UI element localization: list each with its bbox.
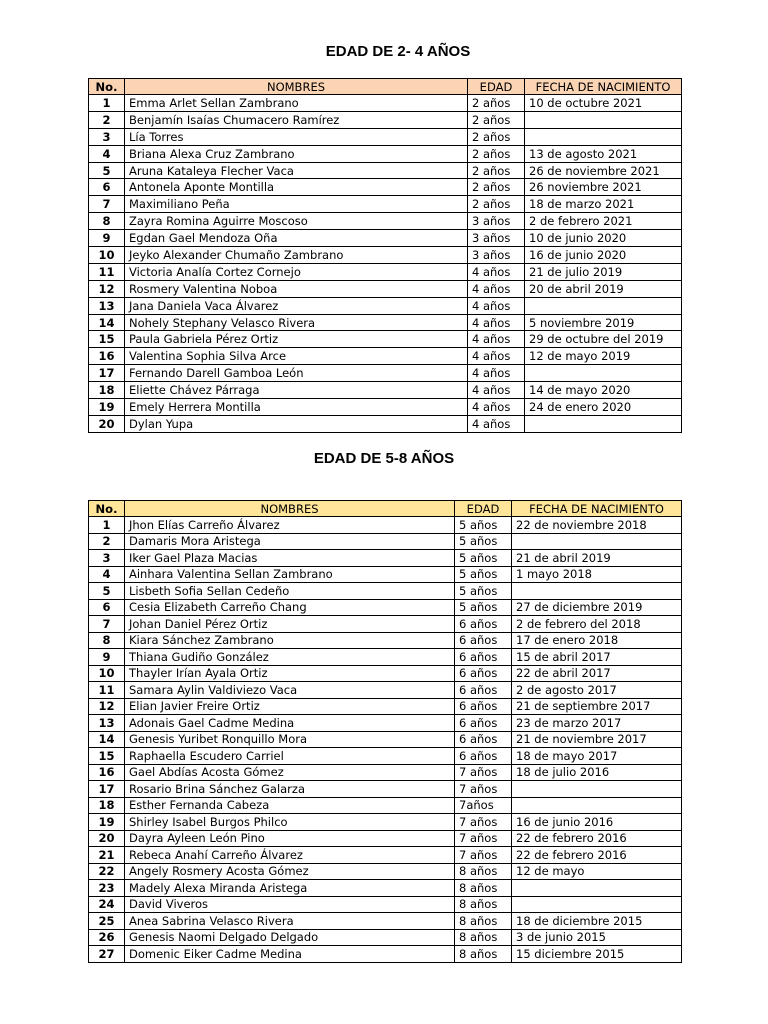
cell-fecha: 22 de abril 2017 xyxy=(512,665,682,682)
table-row xyxy=(89,913,682,930)
cell-edad: 4 años xyxy=(468,399,525,416)
cell-edad: 7 años xyxy=(455,781,512,798)
cell-no: 10 xyxy=(89,247,125,264)
cell-edad: 5 años xyxy=(455,583,512,600)
cell-no: 12 xyxy=(89,280,125,297)
cell-no: 20 xyxy=(89,415,125,432)
cell-nombre: Fernando Darell Gamboa León xyxy=(125,365,468,382)
table-row xyxy=(89,731,682,748)
header-edad: EDAD xyxy=(468,79,525,95)
table-row xyxy=(89,929,682,946)
cell-no: 19 xyxy=(89,814,125,831)
cell-nombre: Adonais Gael Cadme Medina xyxy=(125,715,455,732)
cell-no: 16 xyxy=(89,348,125,365)
cell-no: 15 xyxy=(89,331,125,348)
cell-edad: 6 años xyxy=(455,632,512,649)
cell-no: 11 xyxy=(89,682,125,699)
cell-nombre: Genesis Yuribet Ronquillo Mora xyxy=(125,731,455,748)
cell-nombre: Briana Alexa Cruz Zambrano xyxy=(125,145,468,162)
cell-edad: 5 años xyxy=(455,599,512,616)
cell-nombre: Kiara Sánchez Zambrano xyxy=(125,632,455,649)
cell-fecha: 3 de junio 2015 xyxy=(512,929,682,946)
table-row xyxy=(89,550,682,567)
cell-nombre: Jhon Elías Carreño Álvarez xyxy=(125,517,455,534)
cell-nombre: Maximiliano Peña xyxy=(125,196,468,213)
cell-edad: 7 años xyxy=(455,830,512,847)
cell-fecha xyxy=(512,583,682,600)
cell-edad: 5 años xyxy=(455,533,512,550)
cell-fecha: 22 de noviembre 2018 xyxy=(512,517,682,534)
cell-no: 2 xyxy=(89,111,125,128)
header-nombres: NOMBRES xyxy=(125,501,455,517)
cell-fecha xyxy=(512,880,682,897)
table-row xyxy=(89,230,682,247)
cell-edad: 5 años xyxy=(455,550,512,567)
cell-edad: 6 años xyxy=(455,616,512,633)
cell-nombre: Valentina Sophia Silva Arce xyxy=(125,348,468,365)
cell-edad: 4 años xyxy=(468,365,525,382)
cell-nombre: Nohely Stephany Velasco Rivera xyxy=(125,314,468,331)
cell-no: 19 xyxy=(89,399,125,416)
cell-edad: 2 años xyxy=(468,145,525,162)
table-row xyxy=(89,880,682,897)
cell-edad: 3 años xyxy=(468,213,525,230)
cell-no: 20 xyxy=(89,830,125,847)
cell-edad: 6 años xyxy=(455,698,512,715)
cell-fecha: 18 de diciembre 2015 xyxy=(512,913,682,930)
table-row xyxy=(89,863,682,880)
cell-fecha: 2 de agosto 2017 xyxy=(512,682,682,699)
cell-fecha: 18 de julio 2016 xyxy=(512,764,682,781)
cell-no: 14 xyxy=(89,731,125,748)
cell-fecha: 5 noviembre 2019 xyxy=(525,314,682,331)
cell-edad: 6 años xyxy=(455,649,512,666)
cell-edad: 6 años xyxy=(455,748,512,765)
cell-edad: 8 años xyxy=(455,880,512,897)
cell-edad: 4 años xyxy=(468,348,525,365)
cell-no: 14 xyxy=(89,314,125,331)
cell-no: 18 xyxy=(89,797,125,814)
table-row xyxy=(89,814,682,831)
cell-fecha xyxy=(525,365,682,382)
table-row xyxy=(89,348,682,365)
cell-edad: 4 años xyxy=(468,331,525,348)
cell-nombre: Emely Herrera Montilla xyxy=(125,399,468,416)
table-row xyxy=(89,682,682,699)
cell-nombre: Benjamín Isaías Chumacero Ramírez xyxy=(125,111,468,128)
cell-no: 7 xyxy=(89,196,125,213)
cell-no: 6 xyxy=(89,179,125,196)
cell-fecha xyxy=(525,128,682,145)
cell-fecha: 26 noviembre 2021 xyxy=(525,179,682,196)
cell-nombre: Zayra Romina Aguirre Moscoso xyxy=(125,213,468,230)
cell-nombre: Egdan Gael Mendoza Oña xyxy=(125,230,468,247)
table-row xyxy=(89,196,682,213)
table-row xyxy=(89,764,682,781)
cell-no: 9 xyxy=(89,649,125,666)
table-row xyxy=(89,213,682,230)
cell-edad: 5 años xyxy=(455,517,512,534)
cell-edad: 4 años xyxy=(468,382,525,399)
cell-nombre: Cesia Elizabeth Carreño Chang xyxy=(125,599,455,616)
cell-fecha xyxy=(525,415,682,432)
cell-nombre: Rosario Brina Sánchez Galarza xyxy=(125,781,455,798)
cell-fecha xyxy=(512,896,682,913)
table-row xyxy=(89,95,682,112)
cell-fecha: 15 diciembre 2015 xyxy=(512,946,682,963)
cell-no: 2 xyxy=(89,533,125,550)
cell-edad: 6 años xyxy=(455,682,512,699)
cell-edad: 8 años xyxy=(455,863,512,880)
cell-fecha: 10 de octubre 2021 xyxy=(525,95,682,112)
cell-no: 5 xyxy=(89,583,125,600)
cell-edad: 5 años xyxy=(455,566,512,583)
cell-nombre: Antonela Aponte Montilla xyxy=(125,179,468,196)
cell-edad: 6 años xyxy=(455,731,512,748)
table-header-row xyxy=(89,79,682,95)
table-row xyxy=(89,331,682,348)
cell-edad: 2 años xyxy=(468,179,525,196)
cell-nombre: Genesis Naomi Delgado Delgado xyxy=(125,929,455,946)
table-row xyxy=(89,665,682,682)
table-row xyxy=(89,616,682,633)
cell-fecha: 17 de enero 2018 xyxy=(512,632,682,649)
cell-no: 26 xyxy=(89,929,125,946)
cell-fecha: 10 de junio 2020 xyxy=(525,230,682,247)
cell-nombre: Eliette Chávez Párraga xyxy=(125,382,468,399)
cell-fecha xyxy=(512,797,682,814)
cell-fecha: 12 de mayo 2019 xyxy=(525,348,682,365)
cell-nombre: Damaris Mora Aristega xyxy=(125,533,455,550)
table-row xyxy=(89,247,682,264)
cell-nombre: Dylan Yupa xyxy=(125,415,468,432)
header-fecha: FECHA DE NACIMIENTO xyxy=(512,501,682,517)
cell-edad: 6 años xyxy=(455,715,512,732)
table-row xyxy=(89,382,682,399)
cell-fecha: 21 de abril 2019 xyxy=(512,550,682,567)
cell-edad: 2 años xyxy=(468,196,525,213)
table-row xyxy=(89,415,682,432)
table-row xyxy=(89,263,682,280)
table-row xyxy=(89,399,682,416)
table-row xyxy=(89,314,682,331)
cell-no: 27 xyxy=(89,946,125,963)
table-row xyxy=(89,830,682,847)
cell-fecha: 23 de marzo 2017 xyxy=(512,715,682,732)
cell-nombre: Paula Gabriela Pérez Ortiz xyxy=(125,331,468,348)
table-row xyxy=(89,599,682,616)
cell-fecha: 27 de diciembre 2019 xyxy=(512,599,682,616)
cell-nombre: Ainhara Valentina Sellan Zambrano xyxy=(125,566,455,583)
cell-nombre: Angely Rosmery Acosta Gómez xyxy=(125,863,455,880)
table-row xyxy=(89,179,682,196)
header-edad: EDAD xyxy=(455,501,512,517)
cell-fecha: 16 de junio 2016 xyxy=(512,814,682,831)
table-ages-2-4 xyxy=(88,78,682,433)
table-row xyxy=(89,715,682,732)
cell-edad: 4 años xyxy=(468,297,525,314)
section-title-2-4: EDAD DE 2- 4 AÑOS xyxy=(325,43,471,60)
cell-nombre: Johan Daniel Pérez Ortiz xyxy=(125,616,455,633)
cell-no: 13 xyxy=(89,715,125,732)
cell-fecha xyxy=(512,533,682,550)
cell-fecha: 21 de noviembre 2017 xyxy=(512,731,682,748)
section-title-5-8: EDAD DE 5-8 AÑOS xyxy=(313,450,455,467)
cell-edad: 4 años xyxy=(468,263,525,280)
cell-no: 21 xyxy=(89,847,125,864)
cell-fecha: 22 de febrero 2016 xyxy=(512,830,682,847)
cell-nombre: Domenic Eiker Cadme Medina xyxy=(125,946,455,963)
cell-edad: 3 años xyxy=(468,230,525,247)
cell-no: 5 xyxy=(89,162,125,179)
cell-no: 8 xyxy=(89,632,125,649)
table-row xyxy=(89,566,682,583)
cell-no: 4 xyxy=(89,145,125,162)
cell-edad: 6 años xyxy=(455,665,512,682)
cell-nombre: Shirley Isabel Burgos Philco xyxy=(125,814,455,831)
cell-no: 25 xyxy=(89,913,125,930)
cell-edad: 7 años xyxy=(455,764,512,781)
table-row xyxy=(89,797,682,814)
cell-edad: 3 años xyxy=(468,247,525,264)
cell-no: 10 xyxy=(89,665,125,682)
cell-fecha: 14 de mayo 2020 xyxy=(525,382,682,399)
cell-no: 9 xyxy=(89,230,125,247)
cell-edad: 7 años xyxy=(455,847,512,864)
cell-no: 1 xyxy=(89,95,125,112)
table-row xyxy=(89,632,682,649)
cell-no: 22 xyxy=(89,863,125,880)
table-row xyxy=(89,781,682,798)
cell-fecha: 21 de julio 2019 xyxy=(525,263,682,280)
cell-edad: 8 años xyxy=(455,929,512,946)
cell-no: 6 xyxy=(89,599,125,616)
cell-no: 8 xyxy=(89,213,125,230)
header-fecha: FECHA DE NACIMIENTO xyxy=(525,79,682,95)
cell-nombre: Aruna Kataleya Flecher Vaca xyxy=(125,162,468,179)
cell-nombre: David Viveros xyxy=(125,896,455,913)
cell-nombre: Jeyko Alexander Chumaño Zambrano xyxy=(125,247,468,264)
cell-no: 16 xyxy=(89,764,125,781)
cell-nombre: Anea Sabrina Velasco Rivera xyxy=(125,913,455,930)
cell-fecha: 26 de noviembre 2021 xyxy=(525,162,682,179)
table-row xyxy=(89,748,682,765)
cell-no: 1 xyxy=(89,517,125,534)
cell-nombre: Lisbeth Sofia Sellan Cedeño xyxy=(125,583,455,600)
cell-edad: 8 años xyxy=(455,946,512,963)
cell-no: 13 xyxy=(89,297,125,314)
table-row xyxy=(89,128,682,145)
cell-nombre: Emma Arlet Sellan Zambrano xyxy=(125,95,468,112)
cell-edad: 7años xyxy=(455,797,512,814)
cell-no: 17 xyxy=(89,365,125,382)
cell-nombre: Raphaella Escudero Carriel xyxy=(125,748,455,765)
table-ages-5-8 xyxy=(88,500,682,963)
table-row xyxy=(89,698,682,715)
table-row xyxy=(89,896,682,913)
cell-fecha: 20 de abril 2019 xyxy=(525,280,682,297)
cell-fecha: 2 de febrero del 2018 xyxy=(512,616,682,633)
cell-fecha: 2 de febrero 2021 xyxy=(525,213,682,230)
cell-nombre: Rebeca Anahí Carreño Álvarez xyxy=(125,847,455,864)
cell-fecha xyxy=(512,781,682,798)
header-nombres: NOMBRES xyxy=(125,79,468,95)
cell-no: 18 xyxy=(89,382,125,399)
cell-nombre: Lía Torres xyxy=(125,128,468,145)
cell-no: 23 xyxy=(89,880,125,897)
cell-edad: 2 años xyxy=(468,111,525,128)
header-no: No. xyxy=(89,79,125,95)
cell-nombre: Madely Alexa Miranda Aristega xyxy=(125,880,455,897)
cell-nombre: Thiana Gudiño González xyxy=(125,649,455,666)
cell-nombre: Dayra Ayleen León Pino xyxy=(125,830,455,847)
cell-fecha: 18 de marzo 2021 xyxy=(525,196,682,213)
cell-edad: 2 años xyxy=(468,95,525,112)
cell-nombre: Jana Daniela Vaca Álvarez xyxy=(125,297,468,314)
table-row xyxy=(89,649,682,666)
cell-edad: 2 años xyxy=(468,128,525,145)
cell-edad: 4 años xyxy=(468,415,525,432)
cell-fecha xyxy=(525,297,682,314)
cell-fecha: 1 mayo 2018 xyxy=(512,566,682,583)
cell-edad: 4 años xyxy=(468,280,525,297)
cell-edad: 8 años xyxy=(455,896,512,913)
cell-no: 11 xyxy=(89,263,125,280)
cell-nombre: Victoria Analía Cortez Cornejo xyxy=(125,263,468,280)
table-row xyxy=(89,297,682,314)
cell-nombre: Samara Aylin Valdiviezo Vaca xyxy=(125,682,455,699)
cell-edad: 7 años xyxy=(455,814,512,831)
cell-no: 24 xyxy=(89,896,125,913)
cell-no: 15 xyxy=(89,748,125,765)
cell-fecha: 21 de septiembre 2017 xyxy=(512,698,682,715)
cell-no: 12 xyxy=(89,698,125,715)
table-row xyxy=(89,365,682,382)
cell-edad: 8 años xyxy=(455,913,512,930)
cell-fecha: 15 de abril 2017 xyxy=(512,649,682,666)
table-header-row xyxy=(89,501,682,517)
cell-no: 3 xyxy=(89,550,125,567)
cell-nombre: Rosmery Valentina Noboa xyxy=(125,280,468,297)
table-row xyxy=(89,517,682,534)
cell-fecha: 22 de febrero 2016 xyxy=(512,847,682,864)
cell-no: 4 xyxy=(89,566,125,583)
table-row xyxy=(89,145,682,162)
cell-no: 7 xyxy=(89,616,125,633)
table-row xyxy=(89,280,682,297)
cell-nombre: Esther Fernanda Cabeza xyxy=(125,797,455,814)
cell-nombre: Iker Gael Plaza Macias xyxy=(125,550,455,567)
cell-nombre: Elian Javier Freire Ortiz xyxy=(125,698,455,715)
cell-fecha: 13 de agosto 2021 xyxy=(525,145,682,162)
table-row xyxy=(89,533,682,550)
cell-fecha: 16 de junio 2020 xyxy=(525,247,682,264)
cell-fecha xyxy=(525,111,682,128)
table-row xyxy=(89,583,682,600)
cell-fecha: 12 de mayo xyxy=(512,863,682,880)
cell-nombre: Gael Abdías Acosta Gómez xyxy=(125,764,455,781)
table-row xyxy=(89,946,682,963)
table-row xyxy=(89,847,682,864)
cell-fecha: 29 de octubre del 2019 xyxy=(525,331,682,348)
cell-edad: 4 años xyxy=(468,314,525,331)
cell-no: 17 xyxy=(89,781,125,798)
table-row xyxy=(89,111,682,128)
cell-nombre: Thayler Irían Ayala Ortiz xyxy=(125,665,455,682)
cell-edad: 2 años xyxy=(468,162,525,179)
cell-fecha: 24 de enero 2020 xyxy=(525,399,682,416)
cell-no: 3 xyxy=(89,128,125,145)
table-row xyxy=(89,162,682,179)
header-no: No. xyxy=(89,501,125,517)
cell-fecha: 18 de mayo 2017 xyxy=(512,748,682,765)
